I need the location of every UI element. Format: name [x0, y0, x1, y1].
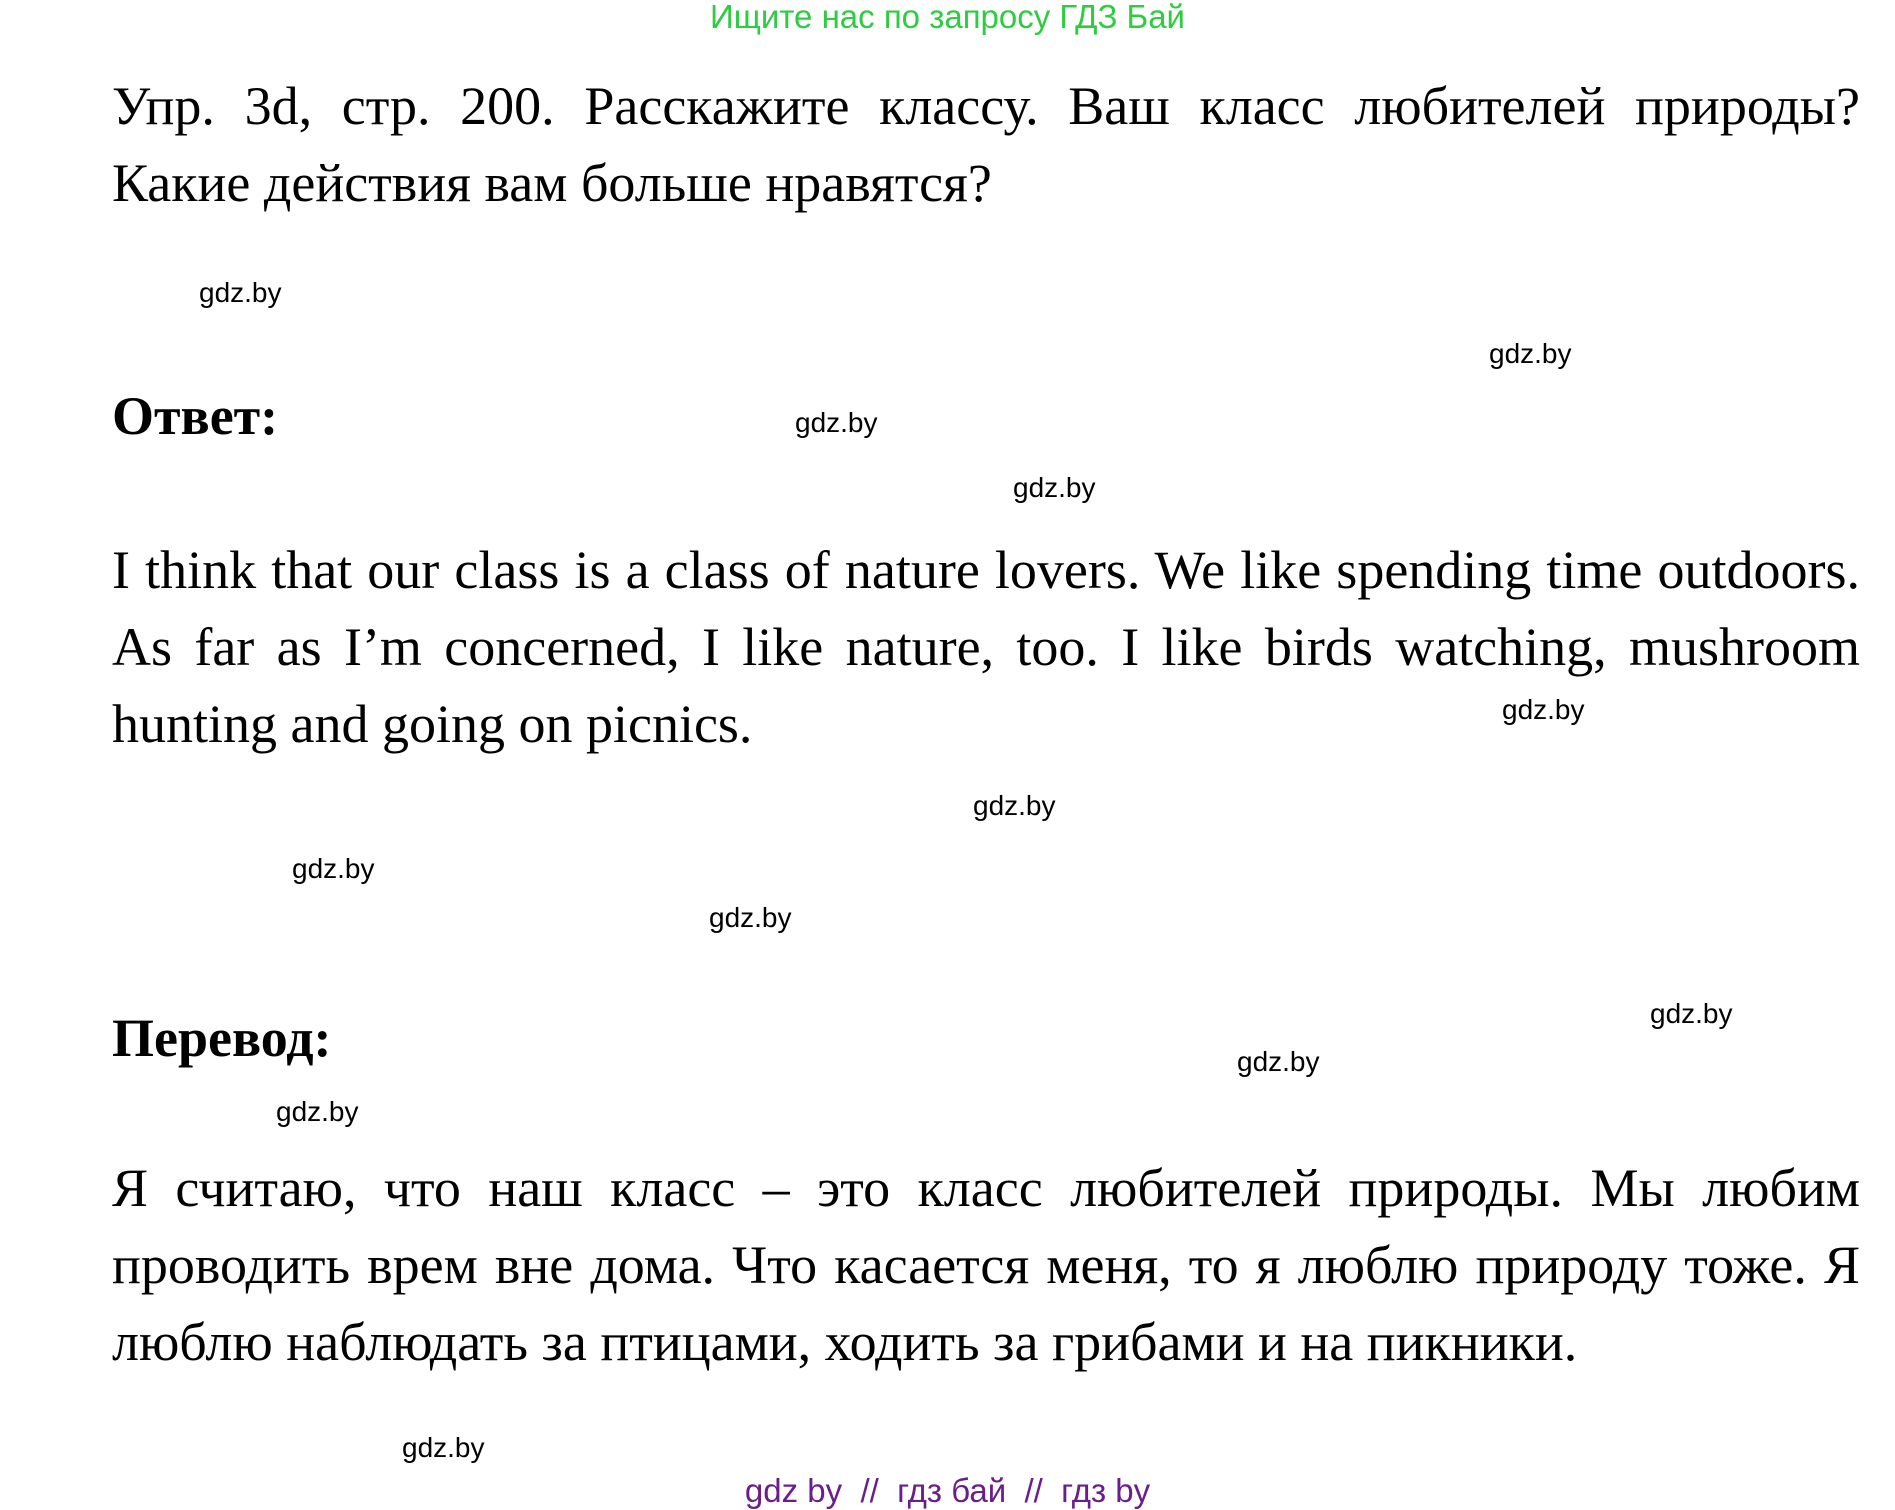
watermark: gdz.by [292, 853, 375, 884]
exercise-task: Упр. 3d, стр. 200. Расскажите классу. Ваш класс любителей природы? Какие действия вам больше нравятся? [112, 76, 1860, 213]
watermark: gdz.by [1502, 694, 1585, 725]
watermark: gdz.by [973, 790, 1056, 821]
translation-text: Я считаю, что наш класс – это класс любителей природы. Мы любим проводить врем вне дома. Что касается меня, то я люблю природу тоже. Я люблю наблюдать за птицами, ходить за грибами и на пикники. [112, 1158, 1860, 1372]
footer-watermark: gdz by // гдз бай // гдз by [744, 1472, 1151, 1509]
watermark: gdz.by [795, 407, 878, 438]
watermark: gdz.by [402, 1432, 485, 1463]
watermark: gdz.by [1650, 998, 1733, 1029]
watermark: gdz.by [199, 277, 282, 308]
watermark: gdz.by [276, 1096, 359, 1127]
translation-heading: Перевод: [112, 1008, 332, 1068]
answer-heading: Ответ: [112, 386, 279, 446]
top-banner: Ищите нас по запросу ГДЗ Бай [710, 0, 1185, 35]
watermark: gdz.by [1013, 472, 1096, 503]
watermark: gdz.by [1237, 1046, 1320, 1077]
answer-text: I think that our class is a class of nature lovers. We like spending time outdoors. As far as I’m concerned, I like nature, too. I like birds watching, mushroom hunting and going on picnics. [112, 540, 1860, 754]
watermark: gdz.by [1489, 338, 1572, 369]
watermark: gdz.by [709, 902, 792, 933]
